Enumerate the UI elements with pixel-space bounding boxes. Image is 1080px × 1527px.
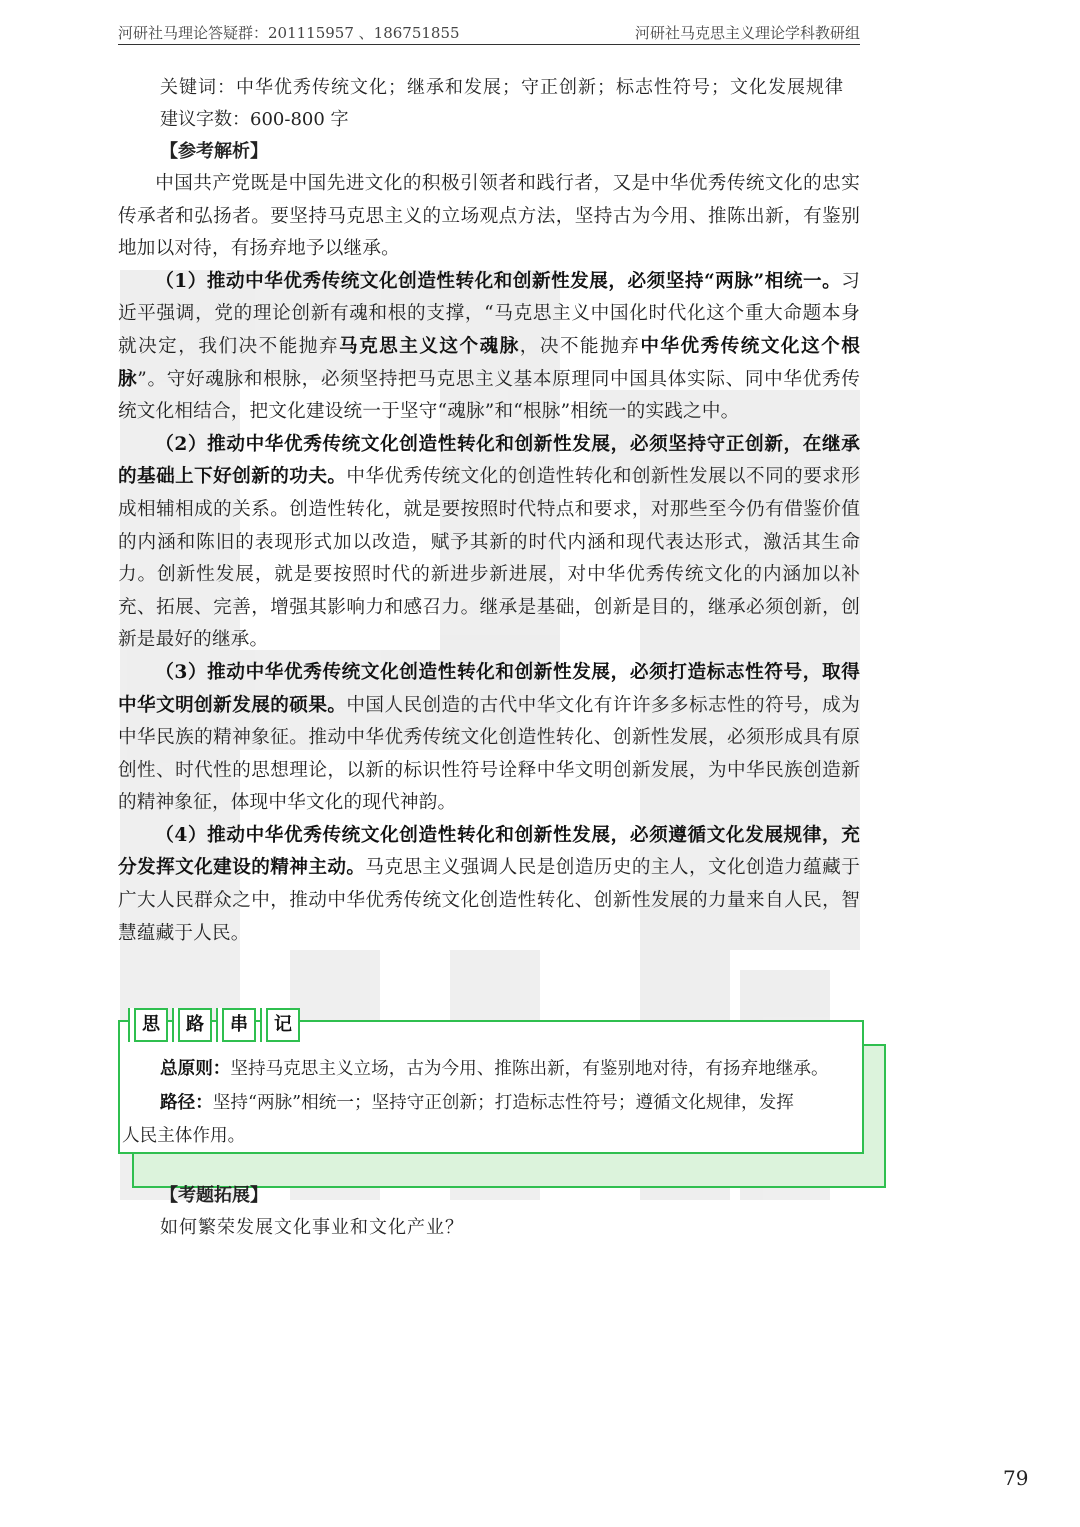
summary-text	[120, 1052, 862, 1153]
exam-extension	[118, 1180, 860, 1244]
point-3-lead: （3）推动中华优秀传统文化创造性转化和创新性发展，必须打造标志性符号，取得中华文明创新发展的硕果。	[118, 661, 860, 716]
extension-heading: 【考题拓展】	[160, 1185, 268, 1206]
point-3-paragraph: （3）推动中华优秀传统文化创造性转化和创新性发展，必须打造标志性符号，取得中华文明创新发展的硕果。中国人民创造的古代中华文化有许许多多标志性的符号，成为中华民族的精神象征。推动中华优秀传统文化创造性转化、创新性发展，必须形成具有原创性、时代性的思想理论，以新的标识性符号诠释中华文明创新发展，为中华民族创造新的精神象征，体现中华文化的现代神韵。	[118, 661, 861, 814]
point-2-lead: （2）推动中华优秀传统文化创造性转化和创新性发展，必须坚持守正创新，在继承的基础上下好创新的功夫。	[118, 433, 860, 488]
page-number: 79	[1003, 1466, 1029, 1490]
summary-tags	[134, 1008, 300, 1042]
point-2-paragraph: （2）推动中华优秀传统文化创造性转化和创新性发展，必须坚持守正创新，在继承的基础上下好创新的功夫。中华优秀传统文化的创造性转化和创新性发展以不同的要求形成相辅相成的关系。创造性转化，就是要按照时代特点和要求，对那些至今仍有借鉴价值的内涵和陈旧的表现形式加以改造，赋予其新的时代内涵和现代表达形式，激活其生命力。创新性发展，就是要按照时代的新进步新进展，对中华优秀传统文化的内涵加以补充、拓展、完善，增强其影响力和感召力。继承是基础，创新是目的，继承必须创新，创新是最好的继承。	[118, 433, 861, 651]
summary-tag: 路	[178, 1008, 212, 1042]
extension-question: 如何繁荣发展文化事业和文化产业？	[160, 1217, 464, 1238]
summary-path: 路径：坚持“两脉”相统一；坚持守正创新；打造标志性符号；遵循文化规律，发挥	[160, 1092, 794, 1113]
point-1-paragraph: （1）推动中华优秀传统文化创造性转化和创新性发展，必须坚持“两脉”相统一。习近平强调，党的理论创新有魂和根的支撑，“马克思主义中国化时代化这个重大命题本身就决定，我们决不能抛弃马克思主义这个魂脉，决不能抛弃中华优秀传统文化这个根脉”。守好魂脉和根脉，必须坚持把马克思主义基本原理同中国具体实际、同中华优秀传统文化相结合，把文化建设统一于坚守“魂脉”和“根脉”相统一的实践之中。	[118, 270, 861, 423]
summary-path-cont: 人民主体作用。	[122, 1126, 246, 1146]
wordcount-line: 建议字数：600-800 字	[160, 109, 349, 130]
page-header	[118, 22, 860, 45]
header-org-name: 河研社马克思主义理论学科教研组	[634, 24, 860, 42]
intro-paragraph: 中国共产党既是中国先进文化的积极引领者和践行者，又是中华优秀传统文化的忠实传承者和弘扬者。要坚持马克思主义的立场观点方法，坚持古为今用、推陈出新，有鉴别地加以对待，有扬弃地予以继承。	[118, 173, 860, 260]
point-1-lead: （1）推动中华优秀传统文化创造性转化和创新性发展，必须坚持“两脉”相统一。	[155, 270, 842, 292]
summary-tag: 记	[266, 1008, 300, 1042]
keywords-line: 关键词：中华优秀传统文化；继承和发展；守正创新；标志性符号；文化发展规律	[160, 77, 844, 98]
header-qq-groups: 河研社马理论答疑群：201115957 、186751855	[118, 24, 460, 42]
summary-tag: 串	[222, 1008, 256, 1042]
main-content	[118, 72, 860, 950]
summary-principle: 总原则：坚持马克思主义立场，古为今用、推陈出新，有鉴别地对待，有扬弃地继承。	[160, 1058, 829, 1079]
analysis-heading: 【参考解析】	[160, 141, 268, 162]
summary-box	[118, 1014, 888, 1185]
point-4-paragraph: （4）推动中华优秀传统文化创造性转化和创新性发展，必须遵循文化发展规律，充分发挥文化建设的精神主动。马克思主义强调人民是创造历史的主人，文化创造力蕴藏于广大人民群众之中，推动中华优秀传统文化创造性转化、创新性发展的力量来自人民，智慧蕴藏于人民。	[118, 824, 861, 944]
summary-box-panel	[118, 1014, 864, 1154]
point-4-lead: （4）推动中华优秀传统文化创造性转化和创新性发展，必须遵循文化发展规律，充分发挥文化建设的精神主动。	[118, 824, 860, 879]
summary-tag: 思	[134, 1008, 168, 1042]
